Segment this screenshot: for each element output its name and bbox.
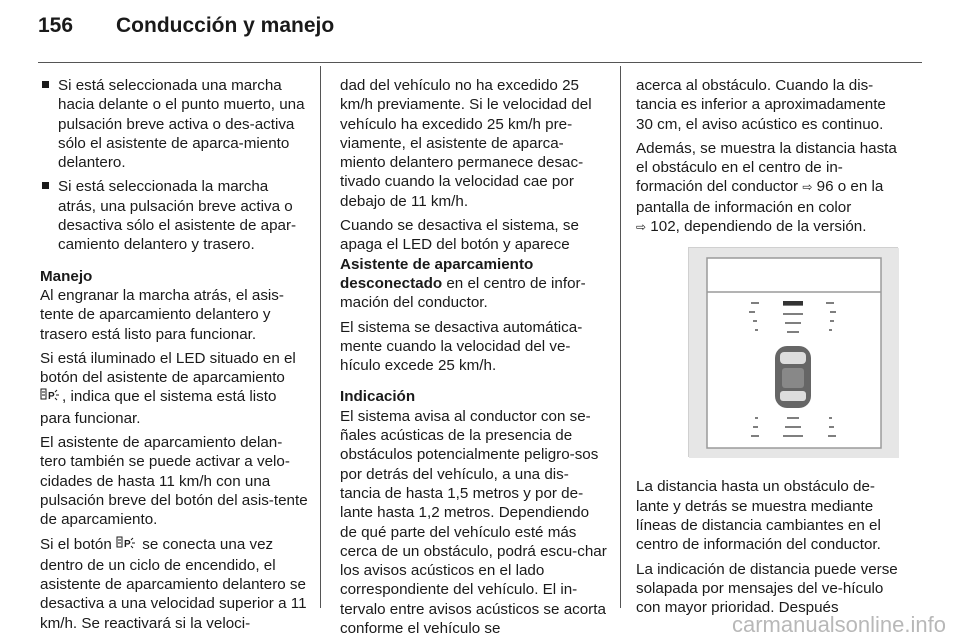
column-1 <box>40 76 308 638</box>
paragraph-text: dad del vehículo no ha excedido 25 km/h previamente. Si le velocidad del vehículo ha excedido 25 km/h pre-viamente, el asistente de aparca-miento delantero permanece desac-tivado cuando la velocidad cae por debajo de 11 km/h. <box>340 77 592 210</box>
list-item <box>40 76 308 172</box>
paragraph-text: en el centro de infor-mación del conductor. <box>340 274 586 312</box>
paragraph-text: La indicación de distancia puede verse solapada por mensajes del ve-hículo con mayor prioridad. Después <box>636 560 898 617</box>
header-rule <box>38 62 922 63</box>
svg-text:P: P <box>124 538 130 549</box>
section-heading: Manejo <box>40 267 93 285</box>
paragraph <box>636 477 904 554</box>
bold-message: Asistente de aparcamiento desconectado <box>340 255 534 292</box>
paragraph <box>340 318 608 376</box>
paragraph-text: Cuando se desactiva el sistema, se apaga el LED del botón y aparece <box>340 217 579 254</box>
paragraph-text: , dependiendo de la versión. <box>675 218 867 236</box>
bullet-marker <box>42 81 49 88</box>
parking-display-illustration <box>688 247 898 457</box>
column-3 <box>636 76 904 622</box>
paragraph-text: Si está iluminado el LED situado en el botón del asistente de aparcamiento <box>40 349 296 387</box>
paragraph <box>636 76 904 134</box>
bullet-marker <box>42 182 49 189</box>
paragraph-text: Además, se muestra la distancia hasta el obstáculo en el centro de in-formación del conductor <box>636 139 897 196</box>
paragraph <box>340 216 608 312</box>
paragraph-text: se conecta una vez dentro de un ciclo de encendido, el asistente de aparcamiento delantero se desactiva a una velocidad superior a 11 km/h. Se reactivará si la veloci- <box>40 535 307 632</box>
column-divider <box>320 66 321 608</box>
page-reference-arrow-icon: ⇨ <box>636 220 647 235</box>
paragraph <box>40 433 308 529</box>
section-heading: Indicación <box>340 388 416 406</box>
page-reference[interactable]: 96 <box>816 178 834 196</box>
parking-display-graphic <box>689 248 899 458</box>
watermark: carmanualsonline.info <box>731 612 946 637</box>
page-reference-arrow-icon: ⇨ <box>802 180 813 195</box>
column-2 <box>340 76 608 642</box>
paragraph <box>40 267 308 344</box>
paragraph-text: El sistema se desactiva automática-mente cuando la velocidad del ve-hículo excede 25 km/h. <box>340 318 583 375</box>
paragraph-text: El sistema avisa al conductor con se-ñales acústicas de la presencia de obstáculos potencialmente peligro-sos por detrás del vehículo, a una dis-tancia de hasta 1,5 metros y por de-lante hasta 1,2 metros. Dependiendo de qué parte del vehículo esté más cerca de un obstáculo, podrá escu-char los avisos acústicos en el lado correspondiente del vehículo. El in-tervalo entre avisos acústicos se acorta conforme el vehículo se <box>340 407 607 638</box>
list-item <box>40 177 308 254</box>
page-reference[interactable]: 102 <box>650 218 676 236</box>
page-header <box>38 14 334 54</box>
paragraph-text: El asistente de aparcamiento delan-tero también se puede activar a velo-cidades de hasta 11 km/h con una pulsación breve del botón del asis-tente de aparcamiento. <box>40 434 308 529</box>
svg-text:P: P <box>48 391 54 402</box>
paragraph-text: Si el botón <box>40 535 112 553</box>
page-number: 156 <box>38 14 74 37</box>
parking-assist-icon <box>40 388 62 408</box>
paragraph-text: La distancia hasta un obstáculo de-lante y detrás se muestra mediante líneas de distancia cambiantes en el centro de información del conductor. <box>636 478 881 554</box>
paragraph <box>340 76 608 211</box>
car-icon <box>775 346 811 408</box>
bullet-text: Si está seleccionada la marcha atrás, una pulsación breve activa o desactiva sólo el asistente de apar-camiento delantero y trasero. <box>58 178 297 254</box>
paragraph-text: acerca al obstáculo. Cuando la dis-tancia es inferior a aproximadamente 30 cm, el aviso acústico es continuo. <box>636 77 886 133</box>
paragraph <box>40 535 308 633</box>
active-distance-bar <box>783 301 803 305</box>
column-divider <box>620 66 621 608</box>
bullet-text: Si está seleccionada una marcha hacia delante o el punto muerto, una pulsación breve activa o des-activa sólo el asistente de aparca-miento delantero. <box>58 77 305 172</box>
paragraph-text: Al engranar la marcha atrás, el asis-tente de aparcamiento delantero y trasero está listo para funcionar. <box>40 286 284 343</box>
paragraph-text: , indica que el sistema está listo para funcionar. <box>40 388 277 427</box>
paragraph <box>636 560 904 618</box>
parking-assist-icon <box>116 536 138 556</box>
page-title: Conducción y manejo <box>116 14 335 37</box>
paragraph <box>340 387 608 638</box>
paragraph-text: o en la pantalla de información en color <box>636 178 884 216</box>
paragraph <box>40 349 308 428</box>
paragraph <box>636 139 904 237</box>
